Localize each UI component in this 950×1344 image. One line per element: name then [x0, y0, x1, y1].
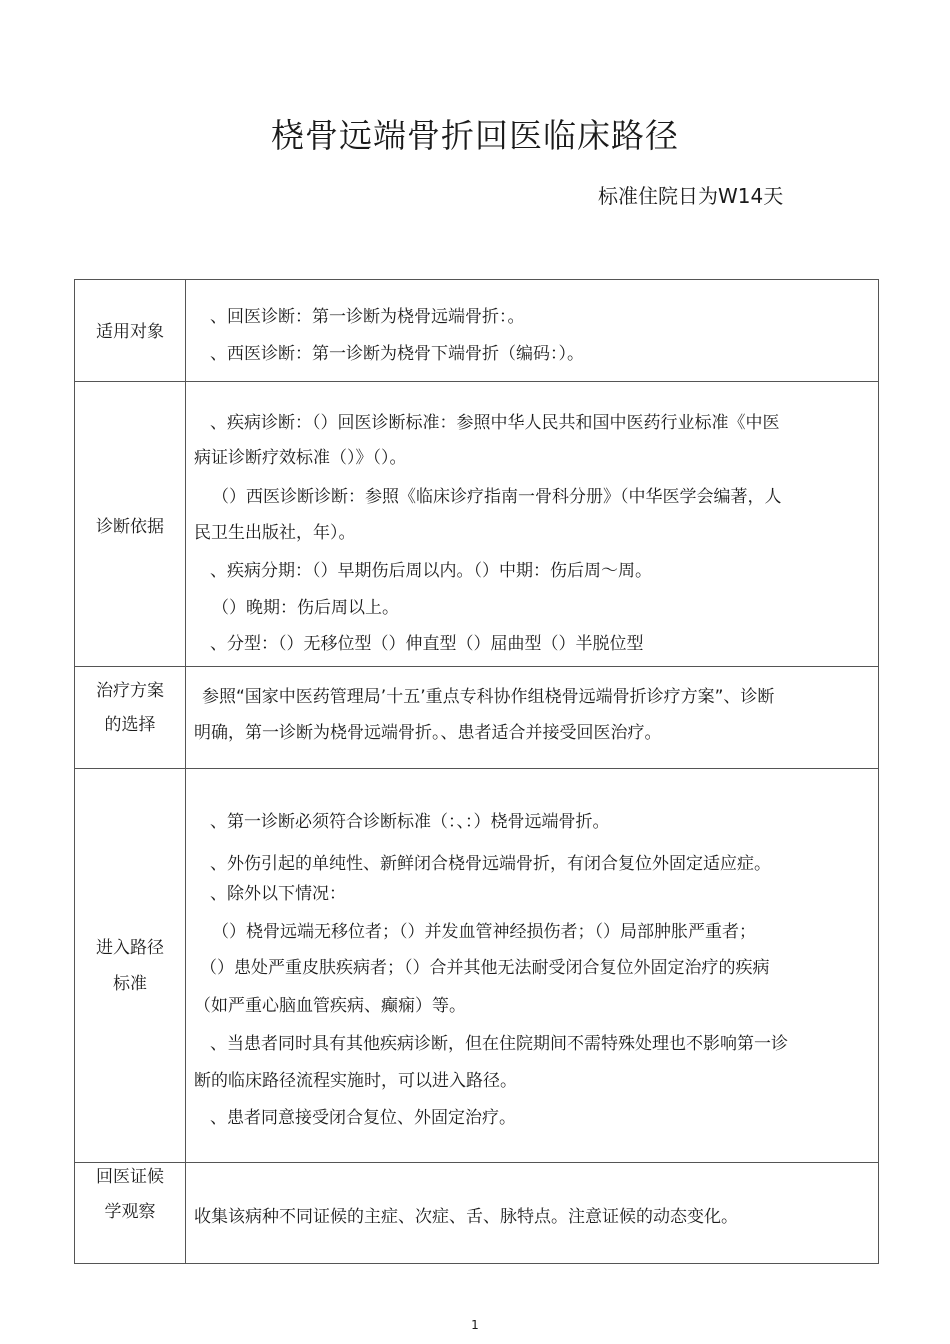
row-label-treatment-choice	[75, 667, 186, 769]
row-label-syndrome-observation	[75, 1163, 186, 1264]
row-label-diagnosis-basis	[75, 382, 186, 667]
row-label-text: 进入路径	[96, 938, 164, 958]
row-label-text: 学观察	[104, 1202, 156, 1222]
content-line: 明确，第一诊断为桡骨远端骨折。、患者适合并接受回医治疗。	[194, 723, 662, 743]
content-line: 、第一诊断必须符合诊断标准（：、：）桡骨远端骨折。	[210, 812, 610, 832]
content-line: 、患者同意接受闭合复位、外固定治疗。	[210, 1108, 516, 1128]
content-line: （）晚期：伤后周以上。	[212, 598, 399, 618]
content-line: 、除外以下情况：	[210, 884, 346, 904]
standard-stay-note: 标准住院日为W14天	[598, 184, 784, 208]
content-line: （如严重心脑血管疾病、癫痫）等。	[194, 996, 466, 1016]
content-line: 病证诊断疗效标准（）》（）。	[194, 448, 407, 468]
page-number: 1	[471, 1318, 479, 1332]
row-content-diagnosis-basis	[186, 382, 879, 667]
content-line: （）桡骨远端无移位者；（）并发血管神经损伤者；（）局部肿胀严重者；	[212, 922, 756, 942]
row-content-treatment-choice	[186, 667, 879, 769]
content-line: （）患处严重皮肤疾病者；（）合并其他无法耐受闭合复位外固定治疗的疾病	[200, 958, 770, 978]
table-row	[75, 1163, 879, 1264]
row-label-applicable	[75, 280, 186, 382]
content-line: 断的临床路径流程实施时，可以进入路径。	[194, 1071, 517, 1091]
row-content-applicable	[186, 280, 879, 382]
row-label-text: 治疗方案	[96, 681, 164, 701]
table-row	[75, 667, 879, 769]
document-title: 桡骨远端骨折回医临床路径	[271, 116, 679, 155]
row-label-text: 的选择	[104, 715, 156, 735]
content-line: 、疾病分期：（）早期伤后周以内。（）中期：伤后周〜周。	[210, 561, 652, 581]
content-line: 、回医诊断：第一诊断为桡骨远端骨折：。	[210, 307, 525, 327]
content-line: 民卫生出版社，年）。	[194, 523, 356, 543]
clinical-pathway-table	[74, 279, 879, 1264]
content-line: 、西医诊断：第一诊断为桡骨下端骨折（编码：）。	[210, 344, 584, 364]
content-line: （）西医诊断诊断：参照《临床诊疗指南一骨科分册》（中华医学会编著，人	[212, 487, 782, 507]
row-label-entry-criteria	[75, 769, 186, 1163]
table-row	[75, 769, 879, 1163]
content-line: 、当患者同时具有其他疾病诊断，但在住院期间不需特殊处理也不影响第一诊	[210, 1034, 788, 1054]
content-line: 、分型：（）无移位型（）伸直型（）屈曲型（）半脱位型	[210, 634, 644, 654]
row-label-text: 标准	[113, 974, 147, 994]
content-line: 参照“国家中医药管理局’十五’重点专科协作组桡骨远端骨折诊疗方案”、诊断	[202, 687, 775, 707]
row-label-text: 诊断依据	[96, 517, 164, 537]
row-label-text: 适用对象	[96, 322, 164, 342]
content-line: 、外伤引起的单纯性、新鲜闭合桡骨远端骨折，有闭合复位外固定适应症。	[210, 854, 771, 874]
content-line: 收集该病种不同证候的主症、次症、舌、脉特点。注意证候的动态变化。	[194, 1207, 738, 1227]
content-line: 、疾病诊断：（）回医诊断标准：参照中华人民共和国中医药行业标准《中医	[210, 413, 780, 433]
table-row	[75, 280, 879, 382]
row-content-syndrome-observation	[186, 1163, 879, 1264]
table-row	[75, 382, 879, 667]
row-label-text: 回医证候	[96, 1167, 164, 1187]
row-content-entry-criteria	[186, 769, 879, 1163]
